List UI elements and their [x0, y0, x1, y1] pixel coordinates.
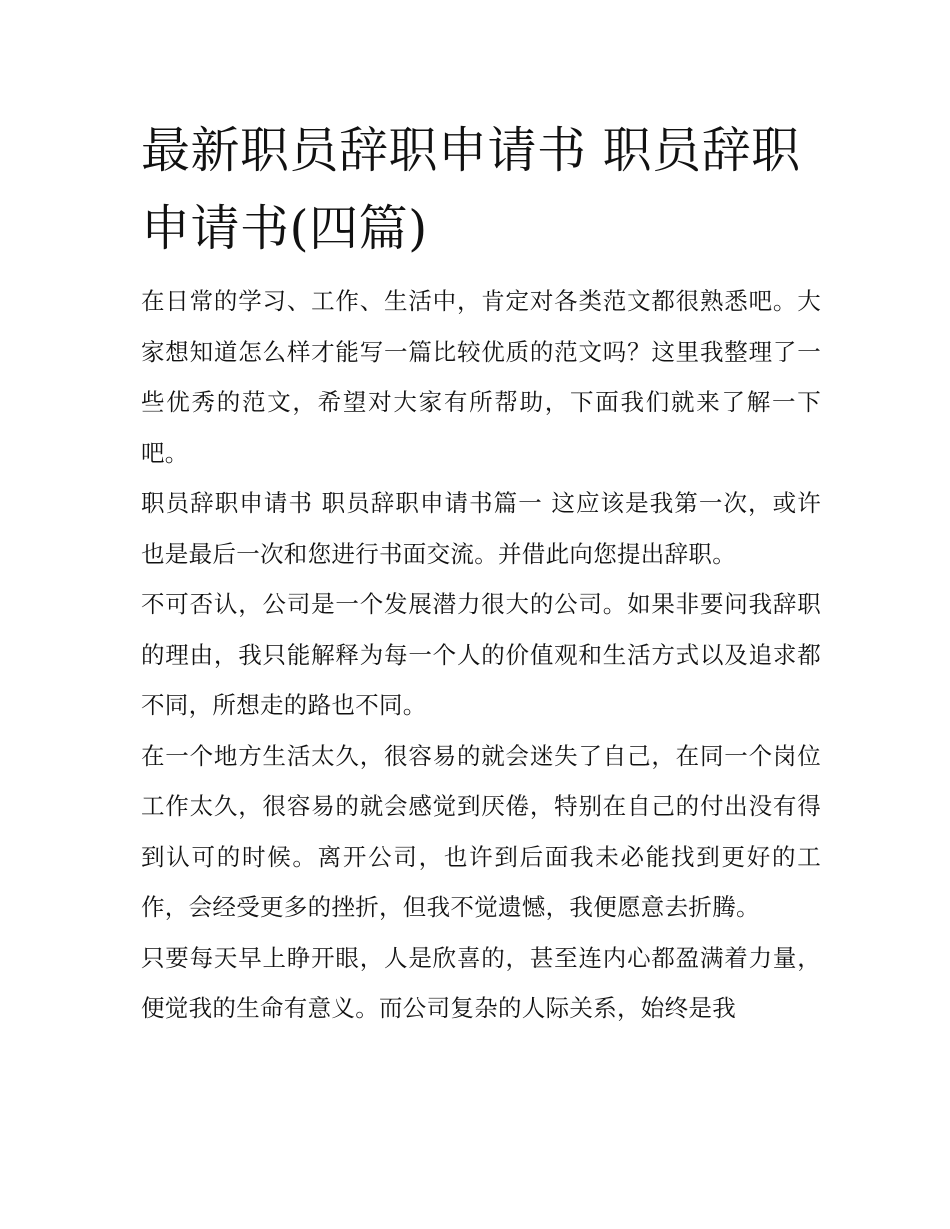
paragraph-opening: 职员辞职申请书 职员辞职申请书篇一 这应该是我第一次，或许也是最后一次和您进行书面交流。并借此向您提出辞职。 — [141, 489, 821, 568]
document-page — [141, 112, 821, 1034]
paragraph-meaning: 只要每天早上睁开眼，人是欣喜的，甚至连内心都盈满着力量，便觉我的生命有意义。而公司复杂的人际关系，始终是我 — [141, 943, 821, 1022]
paragraph-company: 不可否认，公司是一个发展潜力很大的公司。如果非要问我辞职的理由，我只能解释为每一个人的价值观和生活方式以及追求都不同，所想走的路也不同。 — [141, 590, 821, 719]
paragraph-intro: 在日常的学习、工作、生活中，肯定对各类范文都很熟悉吧。大家想知道怎么样才能写一篇比较优质的范文吗？这里我整理了一些优秀的范文，希望对大家有所帮助，下面我们就来了解一下吧。 — [141, 287, 821, 467]
paragraph-reason: 在一个地方生活太久，很容易的就会迷失了自己，在同一个岗位工作太久，很容易的就会感觉到厌倦，特别在自己的付出没有得到认可的时候。离开公司，也许到后面我未必能找到更好的工作，会经受更多的挫折，但我不觉遗憾，我便愿意去折腾。 — [141, 741, 821, 921]
document-title: 最新职员辞职申请书 职员辞职申请书(四篇) — [141, 122, 801, 257]
